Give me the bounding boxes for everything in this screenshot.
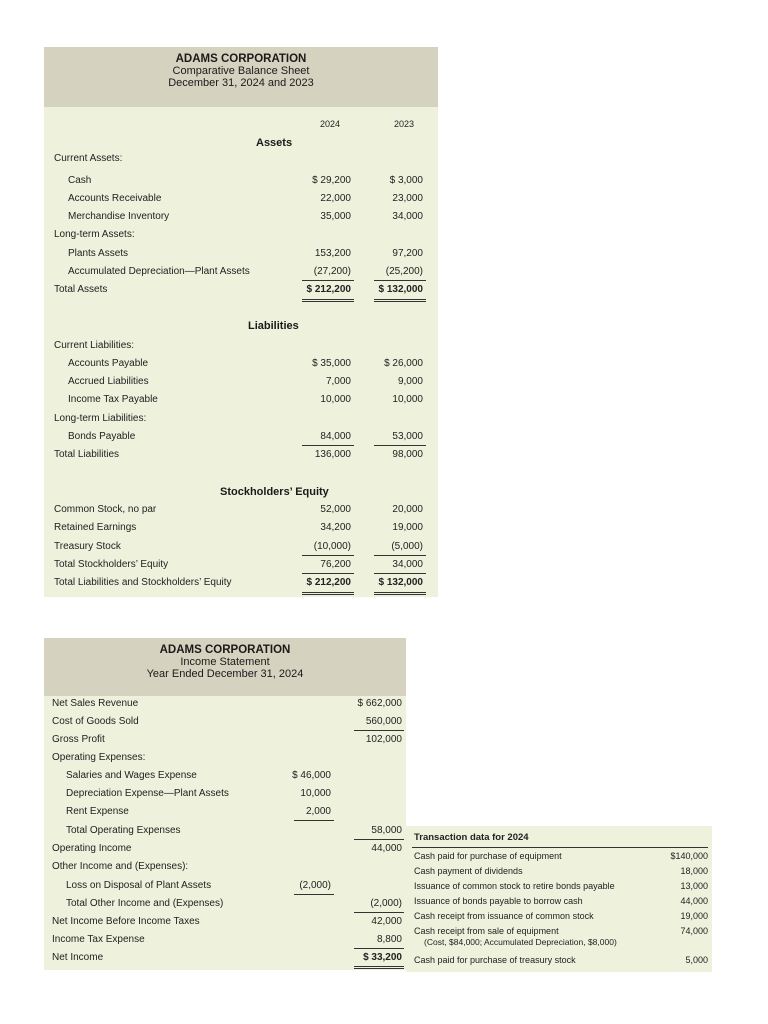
bs-rule-total xyxy=(302,573,354,574)
is-rule-tax xyxy=(354,948,404,949)
is-rule-rent xyxy=(294,820,334,821)
bs-dbl-total-2023 xyxy=(374,592,426,595)
income-statement-panel: ADAMS CORPORATION Income Statement Year Ended December 31, 2024 Net Sales Revenue $ 662,000 Cost of Goods Sold 560,000 Gross Profit 102,000 Operating Expenses: Salaries and Wages Expense $ 46,000 Depreciation Expense—Plant Assets 10,000 Rent Expense 2,000 Total Operating Expenses 58,000 Operating Income 44,000 Other Income and (Expenses): Loss on Disposal of Plant Assets (2,000) Total Other Income and (Expenses) (2,000) Net Income Before Income Taxes 42,000 Income Tax Expense 8,800 Net Income $ 33,200 xyxy=(44,638,406,970)
is-opex-label: Operating Expenses: xyxy=(52,752,146,763)
current-liab-label: Current Liabilities: xyxy=(54,340,135,351)
bs-rule-total-2023 xyxy=(374,573,426,574)
bs-company: ADAMS CORPORATION xyxy=(175,53,307,65)
bs-rule-equity-2023 xyxy=(374,555,426,556)
tx-title-rule xyxy=(412,847,708,848)
assets-heading: Assets xyxy=(256,137,293,149)
balance-sheet-panel: ADAMS CORPORATION Comparative Balance Sheet December 31, 2024 and 2023 2024 2023 Assets Current Assets: Cash $ 29,200 $ 3,000 Accounts Receivable 22,000 23,000 Merchandise Inventory 35,000 34,000 Long-term Assets: Plants Assets 153,200 97,200 Accumulated Depreciation—Plant Assets (27,200) (25,200) Total Assets $ 212,200 $ 132,000 Liabilities Current Liabilities: Accounts Payable $ 35,000 $ 26,000 Accrued Liabilities 7,000 9,000 Income Tax Payable 10,000 10,000 Long-term Liabilities: Bonds Payable 84,000 53,000 Total Liabilities 136,000 98,000 Stockholders’ Equity Common Stock, no par 52,000 20,000 Retained Earnings 34,200 19,000 Treasury Stock (10,000) (5,000) Total Stockholders’ Equity 76,200 34,000 Total Liabilities and Stockholders’ Equity $ 212,200 $ 132,000 xyxy=(44,47,438,597)
bs-rule-liab xyxy=(302,445,354,446)
income-statement-header xyxy=(44,638,406,696)
current-assets-label: Current Assets: xyxy=(54,153,123,164)
bs-col-2024: 2024 xyxy=(319,119,340,129)
is-dbl-net xyxy=(354,966,404,969)
is-period: Year Ended December 31, 2024 xyxy=(146,668,304,680)
equity-heading: Stockholders’ Equity xyxy=(220,486,329,498)
bs-rule-equity xyxy=(302,555,354,556)
lt-assets-label: Long-term Assets: xyxy=(54,229,135,240)
bs-col-2023: 2023 xyxy=(393,119,414,129)
is-rule-other xyxy=(354,912,404,913)
bs-dbl-assets-2023 xyxy=(374,299,426,302)
liabilities-heading: Liabilities xyxy=(248,320,299,332)
balance-sheet-header xyxy=(44,47,438,107)
is-rule-loss xyxy=(294,894,334,895)
transactions-panel: Transaction data for 2024 Cash paid for purchase of equipment $140,000 Cash payment of dividends 18,000 Issuance of common stock to retire bonds payable 13,000 Issuance of bonds payable to borrow cash 44,000 Cash receipt from issuance of common stock 19,000 Cash receipt from sale of equipment 74,000 (Cost, $84,000; Accumulated Depreciation, $8,000) Cash paid for purchase of treasury stock 5,000 xyxy=(406,826,712,972)
bs-rule-liab-2023 xyxy=(374,445,426,446)
lt-liab-label: Long-term Liabilities: xyxy=(54,413,147,424)
bs-dbl-total xyxy=(302,592,354,595)
bs-rule-assets xyxy=(302,280,354,281)
is-title: Income Statement xyxy=(180,656,270,668)
is-rule-opex xyxy=(354,839,404,840)
bs-dbl-assets xyxy=(302,299,354,302)
is-rule-cogs xyxy=(354,730,404,731)
tx-title: Transaction data for 2024 xyxy=(414,832,529,843)
bs-title: Comparative Balance Sheet xyxy=(172,65,310,77)
bs-date: December 31, 2024 and 2023 xyxy=(168,77,314,89)
is-company: ADAMS CORPORATION xyxy=(159,644,291,656)
is-other-label: Other Income and (Expenses): xyxy=(52,861,189,872)
bs-rule-assets-2023 xyxy=(374,280,426,281)
